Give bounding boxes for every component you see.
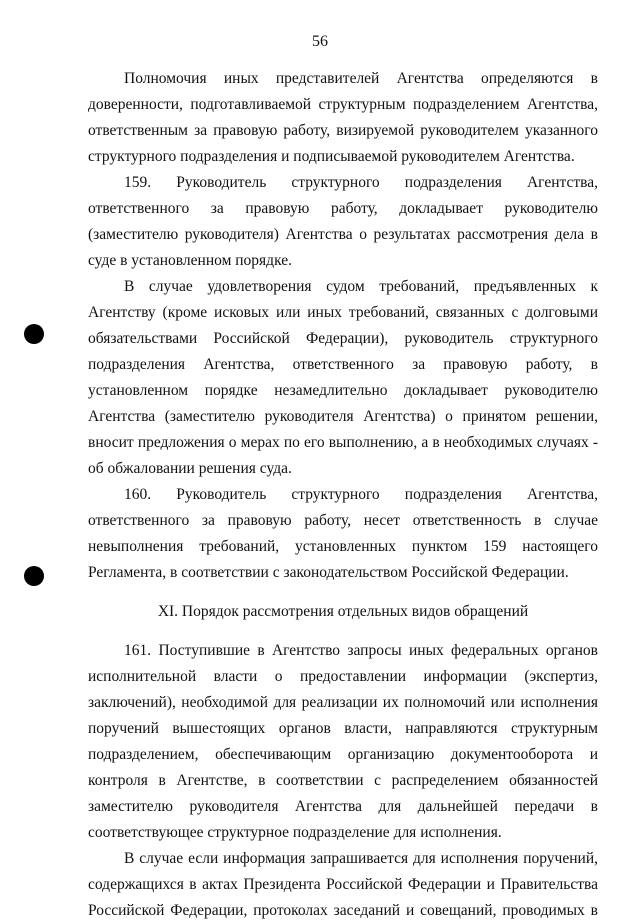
- document-body: [88, 66, 598, 924]
- paragraph-representatives-powers: Полномочия иных представителей Агентства определяются в доверенности, подготавливаемой структурным подразделением Агентства, ответственным за правовую работу, визируемой руководителем указанного структурного подразделения и подписываемой руководителем Агентства.: [88, 70, 598, 165]
- paragraph-court-claims: В случае удовлетворения судом требований, предъявленных к Агентству (кроме исковых или иных требований, связанных с долговыми обязательствами Российской Федерации), руководитель структурного подразделения Агентства, ответственного за правовую работу, в установленном порядке незамедлительно докладывает руководителю Агентства (заместителю руководителя Агентства) о принятом решении, вносит предложения о мерах по его выполнению, а в необходимых случаях - об обжаловании решения суда.: [88, 278, 598, 477]
- binder-hole-mark: [24, 566, 44, 586]
- paragraph-159: 159. Руководитель структурного подразделения Агентства, ответственного за правовую работу, докладывает руководителю (заместителю руководителя) Агентства о результатах рассмотрения дела в суде в установленном порядке.: [88, 174, 598, 269]
- section-title: XI. Порядок рассмотрения отдельных видов обращений: [157, 603, 529, 620]
- paragraph-161: 161. Поступившие в Агентство запросы иных федеральных органов исполнительной власти о предоставлении информации (экспертиз, заключений), необходимой для реализации их полномочий или исполнения поручений вышестоящих органов власти, направляются структурным подразделением, обеспечивающим организацию документооборота и контроля в Агентстве, в соответствии с распределением обязанностей заместителю руководителя Агентства для дальнейшей передачи в соответствующее структурное подразделение для исполнения.: [88, 642, 598, 841]
- paragraph-presidential-acts: В случае если информация запрашивается для исполнения поручений, содержащихся в актах Президента Российской Федерации и Правительства Российской Федерации, протоколах заседаний и совещаний, проводимых в: [88, 850, 598, 919]
- paragraph-160: 160. Руководитель структурного подразделения Агентства, ответственного за правовую работу, несет ответственность в случае невыполнения требований, установленных пунктом 159 настоящего Регламента, в соответствии с законодательством Российской Федерации.: [88, 486, 598, 581]
- binder-hole-mark: [24, 324, 44, 344]
- page-number: 56: [312, 33, 328, 50]
